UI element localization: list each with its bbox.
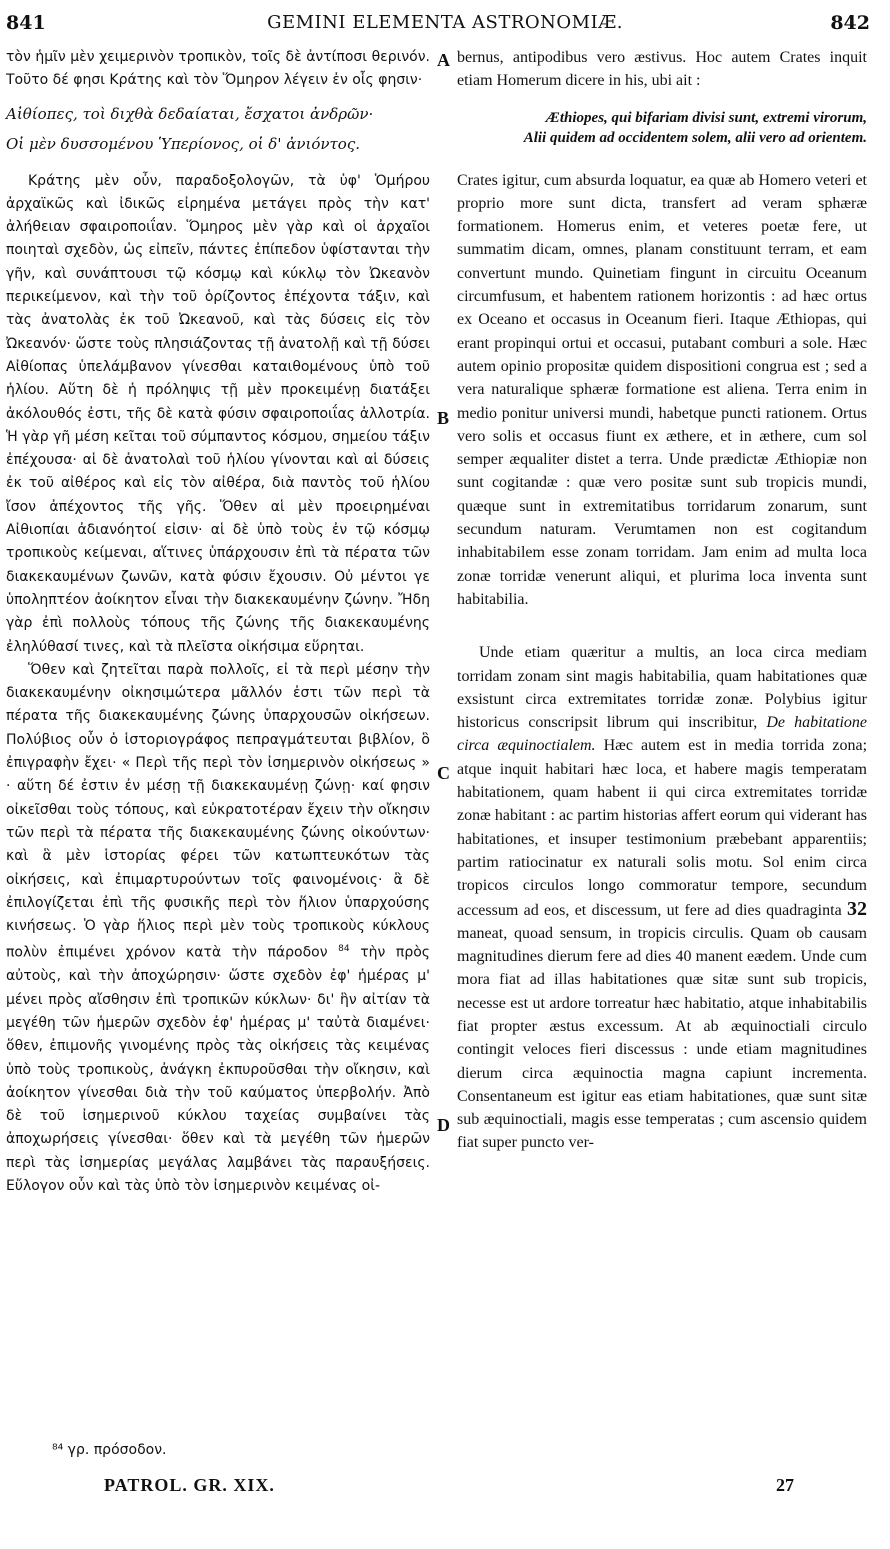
margin-letter-d: D xyxy=(437,1115,450,1135)
column-number: 32 xyxy=(847,897,867,920)
greek-paragraph-3-part-2: τὴν πρὸς αὐτοὺς, καὶ τὴν ἀποχώρησιν· ὥστε σχεδὸν ἐφ' ἡμέρας μ' μένει πρὸς αἴσθησιν ἐπὶ τροπικῶν κύκλων· δι' ἣν αἰτίαν τὰ μεγέθη τῶν ἡμερῶν σχεδὸν ἐφ' ἡμέρας μ' ταὐτὰ διαμένει· ὅθεν, ἐπιμονῆς γινομένης πρὸς τὰς οἰκήσεις τὰς κειμένας ὑπὸ τοὺς τροπικοὺς, ἀνάγκη ἐκπυροῦσθαι τὴν οἴκησιν, καὶ ἀοίκητον γίνεσθαι διὰ τὴν τοῦ καύματος ὑπερβολήν. Ἀπὸ δὲ τοῦ ἰσημερινοῦ κύκλου ταχείας συμβαίνει τὰς ἀποχωρήσεις γίνεσθαι· ὅθεν καὶ τὰ μεγέθη τῶν ἡμερῶν περὶ τὰς ἰσημερίας μεγάλας λαμβάνει τὰς παραυξήσεις. Εὔλογον οὖν καὶ τὰς ὑπὸ τὸν ἰσημερινὸν κειμένας οἰ- xyxy=(6,945,430,1195)
latin-paragraph-1: bernus, antipodibus vero æstivus. Hoc autem Crates inquit etiam Homerum dicere in his, ubi ait : xyxy=(457,49,867,90)
latin-book-title: De habitatione circa æquinoctialem. xyxy=(457,714,868,755)
greek-paragraph-2: Κράτης μὲν οὖν, παραδοξολογῶν, τὰ ὑφ' Ὁμήρου ἀρχαϊκῶς καὶ ἰδικῶς εἰρημένα μετάγει πρὸς τὴν κατ' ἀλήθειαν σφαιροποιΐαν. Ὅμηρος μὲν γὰρ καὶ οἱ ἀρχαῖοι ποιηταὶ σχεδὸν, ὡς εἰπεῖν, πάντες ἐπίπεδον ὑφίστανται τὴν γῆν, καὶ συνάπτουσι τῷ κόσμῳ καὶ κύκλῳ τὸν Ὠκεανὸν περικείμενον, καὶ τὴν τοῦ ὁρίζοντος ἐπέχοντα τάξιν, καὶ τὰς ἀνατολὰς ἐκ τοῦ Ὠκεανοῦ, καὶ τὰς δύσεις εἰς τὸν Ὠκεανόν· ὥστε τοὺς πλησιάζοντας τῇ ἀνατολῇ καὶ τῇ δύσει Αἰθίοπας ὑπελάμβανον γίνεσθαι καταιθομένους ὑπὸ τοῦ ἡλίου. Αὕτη δὲ ἡ πρόληψις τῇ μὲν προκειμένῃ διατάξει ἀκόλουθός ἐστι, τῆς δὲ κατὰ φύσιν σφαιροποιΐας ἀλλοτρία. Ἡ γὰρ γῆ μέση κεῖται τοῦ σύμπαντος κόσμου, σημείου τάξιν ἐπέχουσα· αἱ δὲ ἀνατολαὶ τοῦ ἡλίου γίνονται καὶ αἱ δύσεις ἐκ τοῦ αἰθέρος καὶ εἰς τὸν αἰθέρα, διὰ παντὸς τοῦ ἡλίου ἴσον ἀπέχοντος τῆς γῆς. Ὅθεν αἱ μὲν προειρημέναι Αἰθιοπίαι ἀδιανόητοί εἰσιν· αἱ δὲ ὑπὸ τοὺς ἐν τῷ κόσμῳ τροπικοὺς κείμεναι, αἵτινες ὑπάρχουσιν ἐπὶ τὰ πέρατα τῶν διακεκαυμένων ζωνῶν, κατὰ φύσιν ἔχουσιν. Οὐ μέντοι γε ὑποληπτέον ἀοίκητον εἶναι τὴν διακεκαυμένην ζώνην. Ἤδη γὰρ ἐπὶ πολλοὺς τόπους τῆς ζώνης τῆς διακεκαυμένης ἐληλύθασί τινες, καὶ τὰ πλεῖστα οἰκήσιμα εὕρηται. xyxy=(6,172,430,655)
page-number-left: 841 xyxy=(6,12,46,34)
footer-series: PATROL. GR. XIX. xyxy=(104,1475,275,1495)
greek-paragraph-3 xyxy=(6,659,430,1198)
latin-paragraph-3-part-3: maneat, quoad sensum, in tropicis circulis. Quam ob causam magnitudines dierum fere ad dies 40 manent eædem. Unde cum mora fiat ad illas habitationes quæ sitæ sunt sub tropicis, necesse est ut ardore torreatur hæc habitatio, atque inhabitabilis fiat propter æstus excessum. At ab æquinoctiali circulo contingit veloces fieri discessus : unde etiam magnitudines dierum circa æquinoctia magna capiunt incrementa. Consentaneum est igitur eas etiam habitationes, quæ sunt sitæ sub æquinoctiali, magis esse temperatas ; cum ascensio quidem fiat super puncto ver- xyxy=(457,924,867,1152)
latin-paragraph-3-part-1: Unde etiam quæritur a multis, an loca circa mediam torridam zonam sint magis habitabilia, quam habitationes quæ exsistunt circa extremitates torridæ zonæ. Polybius igitur historicus conscripsit librum qui inscribitur, xyxy=(457,644,867,732)
latin-verse-1: Æthiopes, qui bifariam divisi sunt, extremi virorum, xyxy=(545,109,867,126)
margin-letter-c: C xyxy=(437,763,450,783)
footer-signature: 27 xyxy=(776,1475,794,1495)
greek-column xyxy=(6,46,430,1198)
greek-verse-1: Αἰθίοπες, τοὶ διχθὰ δεδαίαται, ἔσχατοι ἀνδρῶν· xyxy=(6,104,374,123)
running-title: GEMINI ELEMENTA ASTRONOMIÆ. xyxy=(267,12,623,33)
page-number-right: 842 xyxy=(830,12,870,34)
footnote: ⁸⁴ γρ. πρόσοδον. xyxy=(52,1442,167,1458)
latin-verse-2: Alii quidem ad occidentem solem, alii vero ad orientem. xyxy=(523,129,867,146)
greek-paragraph-1: τὸν ἡμῖν μὲν χειμερινὸν τροπικὸν, τοῖς δὲ ἀντίποσι θερινόν. Τοῦτο δέ φησι Κράτης καὶ τὸν Ὅμηρον λέγειν ἐν οἷς φησιν· xyxy=(6,49,430,89)
latin-paragraph-3-part-2: Hæc autem est in media torrida zona; atque inquit habitari hæc loca, et habere magis temperatam habitationem, quam habent ii qui circa extremitates torridæ zonæ habitant : ac partim historias affert eorum qui viderant has habitationes, et insuper testimonium præbebant apparentiis; partim ratiocinatur ex naturali solis motu. Sol enim circa tropicos circulos longo commoratur tempore, secundum accessum ad eos, et discessum, ut fere ad dies quadraginta xyxy=(457,737,868,919)
greek-verse-2: Οἱ μὲν δυσσομένου Ὑπερίονος, οἱ δ' ἀνιόντος. xyxy=(6,134,360,153)
margin-letter-a: A xyxy=(437,50,450,70)
latin-paragraph-2: Crates igitur, cum absurda loquatur, ea quæ ab Homero veteri et proprio more sunt dicta, transfert ad veram sphæræ formationem. Homerus enim, et veteres poetæ fere, ut summatim dicam, omnes, planam constituunt terram, et eam convertunt mundo. Quinetiam fingunt in circuitu Oceanum circumfusum, et habentem rationem horizontis : ad hæc ortus ex Oceano et occasus in Oceanum fieri. Itaque Æthiopas, qui erant propinqui ortui et occasui, putabant comburi a sole. Hæc autem opinio propositæ quidem dispositioni congrua est ; sed a vera naturalique sphæræ formatione est aliena. Terra enim in medio ponitur universi mundi, habetque puncti rationem. Ortus vero solis et occasus fiunt ex æthere, et in æthere, cum sol semper æqualiter distet a terra. Unde prædictæ Æthiopiæ non sunt cogitandæ : quæ vero positæ sunt sub tropicis mundi, quæque sunt in extremitatibus torridarum zonarum, sunt secundum naturam. Verumtamen non est cogitandum inhabitabilem esse zonam torridam. Jam enim ad multa loca zonæ torridæ venerunt aliqui, et plurima loca inventa sunt habitabilia. xyxy=(457,171,867,608)
page-header xyxy=(0,12,890,42)
footnote-mark: 84 xyxy=(338,944,350,955)
margin-letter-b: B xyxy=(437,408,450,428)
latin-paragraph-3 xyxy=(457,641,867,1155)
latin-column xyxy=(457,46,867,1155)
greek-paragraph-3-part-1: Ὅθεν καὶ ζητεῖται παρὰ πολλοῖς, εἰ τὰ περὶ μέσην τὴν διακεκαυμένην οἰκησιμώτερα μᾶλλόν ἐστι τῶν περὶ τὰ πέρατα τῆς διακεκαυμένης ζώνης ὑπαρχουσῶν οἰκήσεων. Πολύβιος οὖν ὁ ἱστοριογράφος πεπραγμάτευται βιβλίον, ὃ ἐπιγραφὴν ἔχει· « Περὶ τῆς περὶ τὸν ἰσημερινὸν οἰκήσεως » · αὕτη δέ ἐστιν ἐν μέσῃ τῇ διακεκαυμένῃ ζώνῃ· καί φησιν οἰκεῖσθαι τοὺς τόπους, καὶ εὐκρατοτέραν ἔχειν τὴν οἴκησιν τῶν περὶ τὰ πέρατα τῆς διακεκαυμένης ζώνης οἰκούντων· καὶ ἃ μὲν ἱστορίας φέρει τῶν κατωπτευκότων τὰς οἰκήσεις, καὶ ἐπιμαρτυρούντων τοῖς φαινομένοις· ἃ δὲ ἐπιλογίζεται ἐπὶ τῆς φυσικῆς περὶ τὸν ἥλιον ὑπαρχούσης κινήσεως. Ὁ γὰρ ἥλιος περὶ μὲν τοὺς τροπικοὺς κύκλους πολὺν ἐπιμένει χρόνον κατὰ τὴν πάροδον xyxy=(6,661,430,962)
